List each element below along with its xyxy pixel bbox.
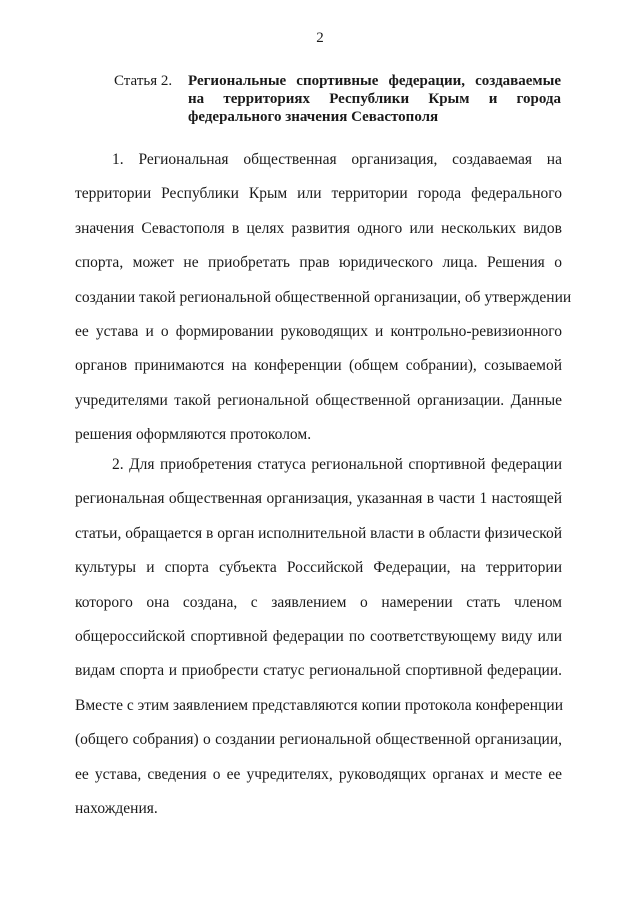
paragraph-line: ее устава и о формировании руководящих и контрольно-ревизионного — [75, 322, 562, 340]
article-title — [188, 72, 561, 126]
paragraph-line: которого она создана, с заявлением о намерении стать членом — [75, 593, 562, 611]
paragraph-line: культуры и спорта субъекта Российской Федерации, на территории — [75, 559, 562, 577]
paragraph-line: 1. Региональная общественная организация, создаваемая на — [112, 151, 562, 168]
paragraph-line: ее устава, сведения о ее учредителях, руководящих органах и месте ее — [75, 765, 562, 783]
paragraph-line: решения оформляются протоколом. — [75, 426, 312, 444]
paragraph-line: органов принимаются на конференции (общем собрании), созываемой — [75, 357, 562, 375]
paragraph-line: территории Республики Крым или территории города федерального — [75, 185, 562, 203]
paragraph-1 — [75, 143, 572, 453]
paragraph-line: значения Севастополя в целях развития одного или нескольких видов — [75, 219, 562, 237]
paragraph-line: (общего собрания) о создании региональной общественной организации, — [75, 731, 562, 749]
paragraph-line: 2. Для приобретения статуса региональной спортивной федерации — [112, 456, 562, 473]
paragraph-2 — [75, 448, 562, 826]
paragraph-line: видам спорта и приобрести статус региональной спортивной федерации. — [75, 662, 562, 680]
page-number: 2 — [316, 30, 324, 46]
article-title-line: Региональные спортивные федерации, создаваемые — [188, 73, 561, 89]
article-title-line: на территориях Республики Крым и города — [188, 91, 561, 107]
paragraph-line: нахождения. — [75, 799, 158, 817]
paragraph-line: статьи, обращается в орган исполнительной власти в области физической — [75, 524, 563, 542]
article-heading — [114, 72, 561, 126]
article-title-line: федерального значения Севастополя — [188, 109, 439, 125]
paragraph-line: создании такой региональной общественной организации, об утверждении — [75, 288, 572, 306]
paragraph-line: учредителями такой региональной общественной организации. Данные — [75, 391, 562, 409]
paragraph-line: спорта, может не приобретать прав юридического лица. Решения о — [75, 254, 562, 272]
paragraph-line: региональная общественная организация, указанная в части 1 настоящей — [75, 490, 562, 508]
paragraph-line: общероссийской спортивной федерации по соответствующему виду или — [75, 627, 562, 645]
article-number: Статья 2. — [114, 73, 173, 89]
paragraph-line: Вместе с этим заявлением представляются копии протокола конференции — [75, 696, 563, 714]
